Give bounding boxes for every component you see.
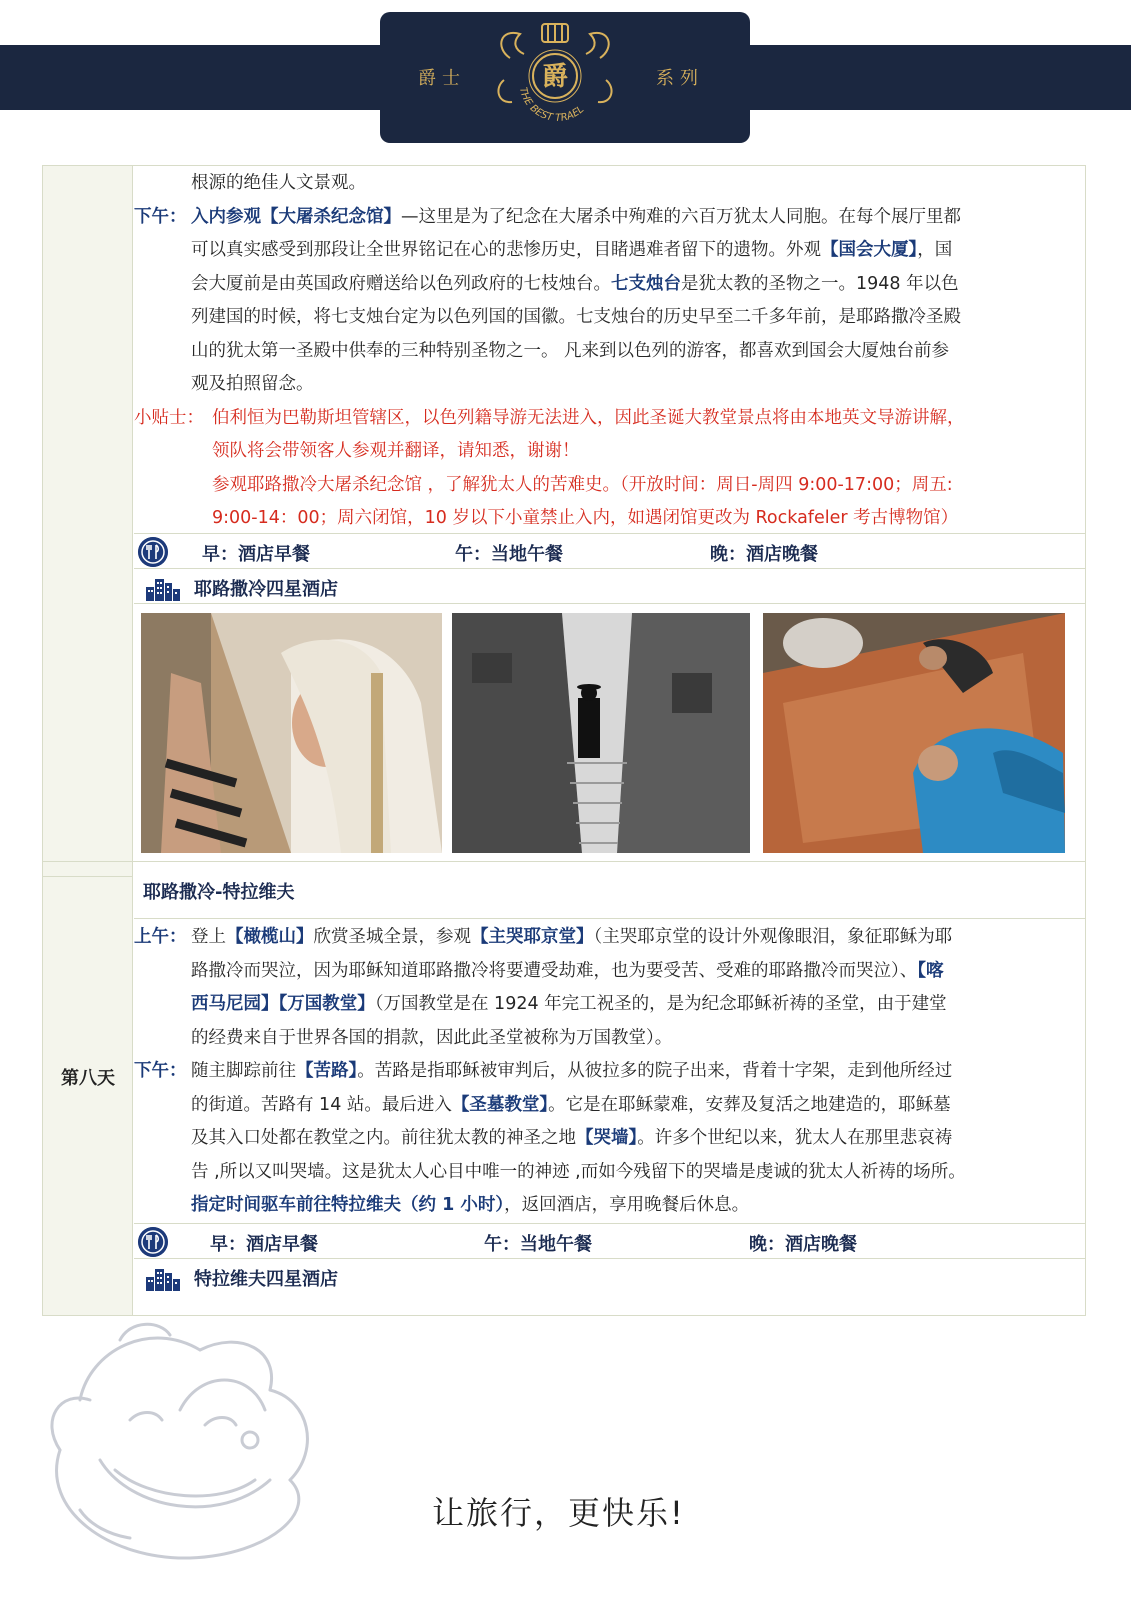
breakfast-label: 早：酒店早餐: [202, 544, 310, 565]
tip-line: 9:00-14：00；周六闭馆，10 岁以下小童禁止入内，如遇闭馆更改为 Rockafeler 考古博物馆）: [212, 508, 959, 528]
day8-afternoon-line: 及其入口处都在教堂之内。前往犹太教的神圣之地【哭墙】。许多个世纪以来，犹太人在那里悲哀祷: [191, 1128, 953, 1148]
emblem-character: 爵: [541, 62, 569, 92]
restaurant-icon: [138, 537, 168, 567]
day8-afternoon-line: 随主脚踪前往【苦路】。苦路是指耶稣被审判后，从彼拉多的院子出来，背着十字架，走到他所经过: [191, 1061, 953, 1081]
afternoon-tag: 下午：: [134, 1061, 187, 1081]
prayer-at-wall-photo: [141, 613, 442, 853]
day8-afternoon: [134, 1055, 1086, 1223]
emblem-logo-icon: [490, 18, 620, 136]
dinner-label: 晚：酒店晚餐: [710, 544, 818, 565]
header-left-word: 爵士: [418, 68, 466, 89]
day8-morning-line: 路撒冷而哭泣，因为耶稣知道耶路撒冷将要遭受劫难，也为要受苦、受难的耶路撒冷而哭泣）、【喀: [191, 960, 944, 981]
slogan: 让旅行，更快乐!: [432, 1494, 685, 1532]
hotel-name: 特拉维夫四星酒店: [194, 1269, 338, 1290]
old-city-stairs-photo: [452, 613, 750, 853]
day7-meals-row: [134, 534, 1086, 568]
day8-description: [134, 921, 1086, 1223]
hotel-building-icon: [146, 575, 180, 601]
tip-line: 领队将会带领客人参观并翻译，请知悉，谢谢！: [212, 441, 580, 461]
hotel-building-icon: [146, 1265, 180, 1291]
day8-morning: [134, 921, 1086, 1055]
lunch-label: 午：当地午餐: [484, 1234, 592, 1255]
day8-morning-line: 登上【橄榄山】欣赏圣城全景，参观【主哭耶京堂】（主哭耶京堂的设计外观像眼泪，象征耶稣为耶: [191, 927, 953, 947]
day-column: [43, 166, 133, 1315]
day7-hotel-row: [134, 569, 1086, 603]
dinner-label: 晚：酒店晚餐: [749, 1234, 857, 1255]
morning-tag: 上午：: [134, 927, 187, 947]
day8-hotel-row: [134, 1259, 1086, 1293]
restaurant-icon: [138, 1227, 168, 1257]
monkey-mascot-icon: [20, 1310, 340, 1570]
tip-line: 参观耶路撒冷大屠杀纪念馆 ，了解犹太人的苦难史。（开放时间：周日-周四 9:00-17:00；周五:: [212, 474, 953, 495]
day7-afternoon-line: 会大厦前是由英国政府赠送给以色列政府的七枝烛台。七支烛台是犹太教的圣物之一。1948 年以色: [191, 273, 959, 294]
day7-continued-line: 根源的绝佳人文景观。: [191, 173, 366, 193]
day8-afternoon-line: 的街道。苦路有 14 站。最后进入【圣墓教堂】。它是在耶稣蒙难，安葬及复活之地建造的，耶稣墓: [191, 1094, 951, 1115]
breakfast-label: 早：酒店早餐: [210, 1234, 318, 1255]
day8-afternoon-line: 指定时间驱车前往特拉维夫（约 1 小时），返回酒店，享用晚餐后休息。: [191, 1195, 750, 1215]
day7-description: [134, 166, 1086, 536]
kneeling-pilgrims-photo: [763, 613, 1065, 853]
day-divider: [43, 861, 1086, 862]
day8-meals-row: [134, 1224, 1086, 1258]
day-column-divider: [43, 876, 133, 877]
day7-tip: [134, 402, 1086, 536]
day7-afternoon-line: 入内参观【大屠杀纪念馆】—这里是为了纪念在大屠杀中殉难的六百万犹太人同胞。在每个展厅里都: [191, 206, 961, 227]
row-divider: [134, 918, 1086, 919]
hotel-name: 耶路撒冷四星酒店: [194, 579, 338, 600]
day7-afternoon-line: 列建国的时候，将七支烛台定为以色列国的国徽。七支烛台的历史早至二千多年前，是耶路撒冷圣殿: [191, 307, 961, 327]
header-right-word: 系列: [656, 68, 704, 89]
emblem-arc-text: THE BEST TRAEL: [516, 86, 587, 124]
day8-afternoon-line: 告 ,所以又叫哭墙。这是犹太人心目中唯一的神迹 ,而如今残留下的哭墙是虔诚的犹太人祈祷的场所。: [191, 1161, 966, 1182]
row-divider: [134, 603, 1086, 604]
day8-route-title: 耶路撒冷-特拉维夫: [143, 882, 295, 903]
afternoon-tag: 下午：: [134, 206, 187, 227]
day7-continued: [134, 167, 1086, 201]
day7-afternoon: [134, 201, 1086, 402]
day8-morning-line: 西马尼园】【万国教堂】（万国教堂是在 1924 年完工祝圣的，是为纪念耶稣祈祷的圣堂，由于建堂: [191, 994, 947, 1014]
day7-afternoon-line: 可以真实感受到那段让全世界铭记在心的悲惨历史，目睹遇难者留下的遗物。外观【国会大厦】，国: [191, 240, 953, 260]
day7-afternoon-line: 山的犹太第一圣殿中供奉的三种特别圣物之一。 凡来到以色列的游客，都喜欢到国会大厦烛台前参: [191, 340, 950, 361]
itinerary-table: [42, 165, 1086, 1316]
tip-line: 伯利恒为巴勒斯坦管辖区，以色列籍导游无法进入，因此圣诞大教堂景点将由本地英文导游讲解，: [212, 407, 965, 428]
lunch-label: 午：当地午餐: [455, 544, 563, 565]
day8-morning-line: 的经费来自于世界各国的捐款，因此此圣堂被称为万国教堂）。: [191, 1027, 673, 1048]
day7-afternoon-line: 观及拍照留念。: [191, 374, 314, 394]
tip-tag: 小贴士：: [134, 407, 204, 428]
day-label-day8: 第八天: [61, 1068, 115, 1089]
